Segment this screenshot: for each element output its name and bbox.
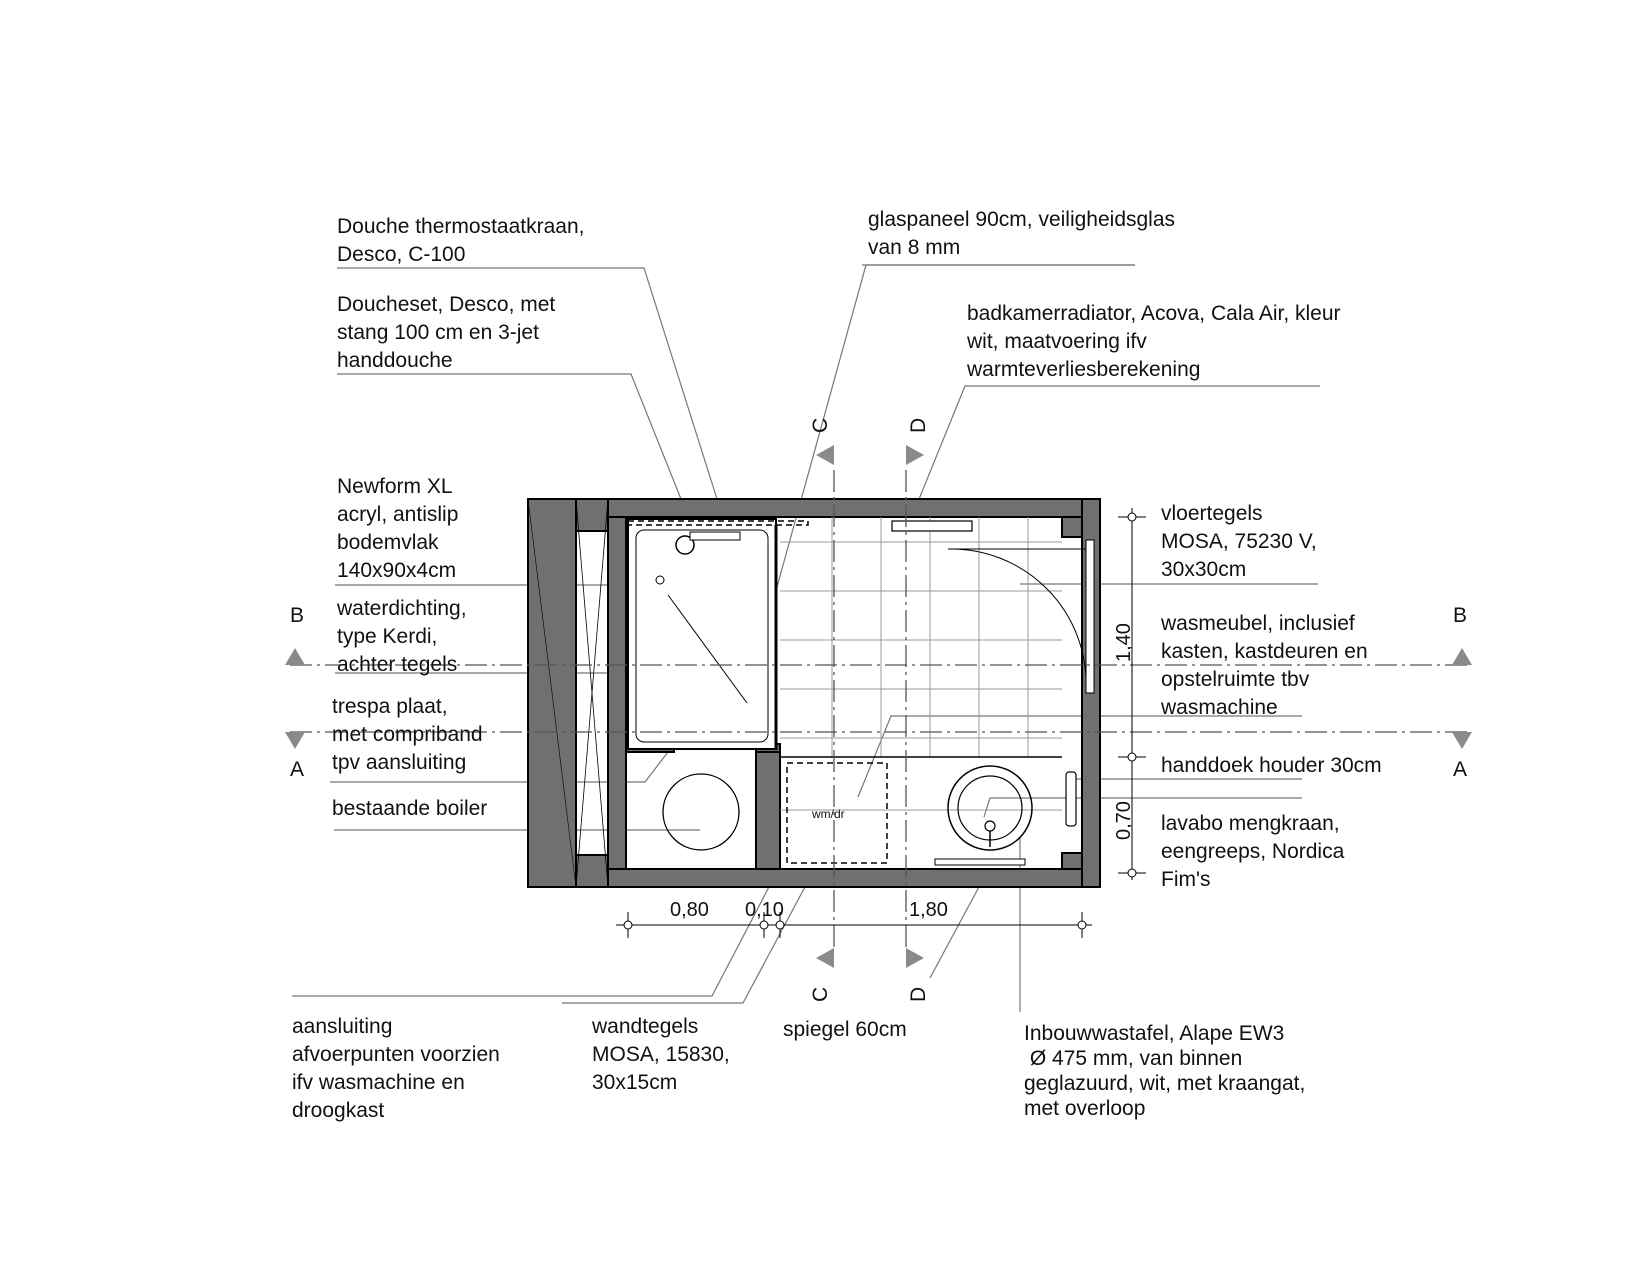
washer-dryer-label: wm/dr (812, 807, 845, 821)
vanity (780, 757, 1076, 865)
section-b-arrow-right (1452, 648, 1472, 665)
annotation-waterdichting: waterdichting, type Kerdi, achter tegels (337, 597, 467, 676)
section-b-arrow-left (285, 648, 305, 665)
section-c-label-bottom: C (809, 986, 832, 1002)
annotation-radiator: badkamerradiator, Acova, Cala Air, kleur wit, maatvoering ifv warmteverliesberekening (967, 302, 1341, 381)
annotation-wasmeubel: wasmeubel, inclusief kasten, kastdeuren en opstelruimte tbv wasmachine (1161, 612, 1368, 719)
section-b-label-right: B (1453, 604, 1468, 627)
section-a-label-left: A (290, 758, 305, 781)
annotation-newform: Newform XL acryl, antislip bodemvlak 140x90x4cm (337, 475, 459, 582)
annotation-doucheset: Doucheset, Desco, met stang 100 cm en 3-jet handdouche (337, 293, 556, 372)
annotation-handdoek: handdoek houder 30cm (1161, 754, 1382, 777)
section-d-label-top: D (907, 417, 930, 433)
dimension-0-10: 0,10 (745, 899, 784, 921)
annotation-boiler: bestaande boiler (332, 797, 488, 820)
section-d-arrow-bottom (906, 948, 924, 968)
dimension-0-80: 0,80 (670, 899, 709, 921)
annotation-douche-thermostaat: Douche thermostaatkraan, Desco, C-100 (337, 215, 585, 266)
section-a-arrow-right (1452, 732, 1472, 749)
door-swing (948, 540, 1094, 693)
annotation-inbouwwastafel: Inbouwwastafel, Alape EW3 Ø 475 mm, van binnen geglazuurd, wit, met kraangat, met overloop (1024, 1022, 1306, 1120)
floor-tiles (780, 517, 1062, 810)
boiler (663, 774, 739, 850)
annotation-trespa: trespa plaat, met compriband tpv aansluiting (332, 695, 483, 774)
section-c-arrow-top (816, 445, 834, 465)
dimension-1-40: 1,40 (1113, 623, 1135, 662)
annotation-wandtegels: wandtegels MOSA, 15830, 30x15cm (592, 1015, 730, 1094)
annotation-spiegel: spiegel 60cm (783, 1018, 907, 1041)
section-c-arrow-bottom (816, 948, 834, 968)
annotation-glaspaneel: glaspaneel 90cm, veiligheidsglas van 8 mm (868, 208, 1176, 259)
section-d-arrow-top (906, 445, 924, 465)
dimension-1-80: 1,80 (909, 899, 948, 921)
annotation-vloertegels: vloertegels MOSA, 75230 V, 30x30cm (1161, 502, 1317, 581)
section-a-arrow-left (285, 732, 305, 749)
section-a-label-right: A (1453, 758, 1468, 781)
radiator (892, 521, 972, 531)
annotation-lavabo: lavabo mengkraan, eengreeps, Nordica Fim's (1161, 812, 1345, 891)
annotation-aansluiting: aansluiting afvoerpunten voorzien ifv wasmachine en droogkast (292, 1015, 500, 1122)
dimension-0-70: 0,70 (1113, 801, 1135, 840)
section-c-label-top: C (809, 417, 832, 433)
shower-tray (628, 519, 808, 750)
section-b-label-left: B (290, 604, 305, 627)
section-d-label-bottom: D (907, 986, 930, 1002)
